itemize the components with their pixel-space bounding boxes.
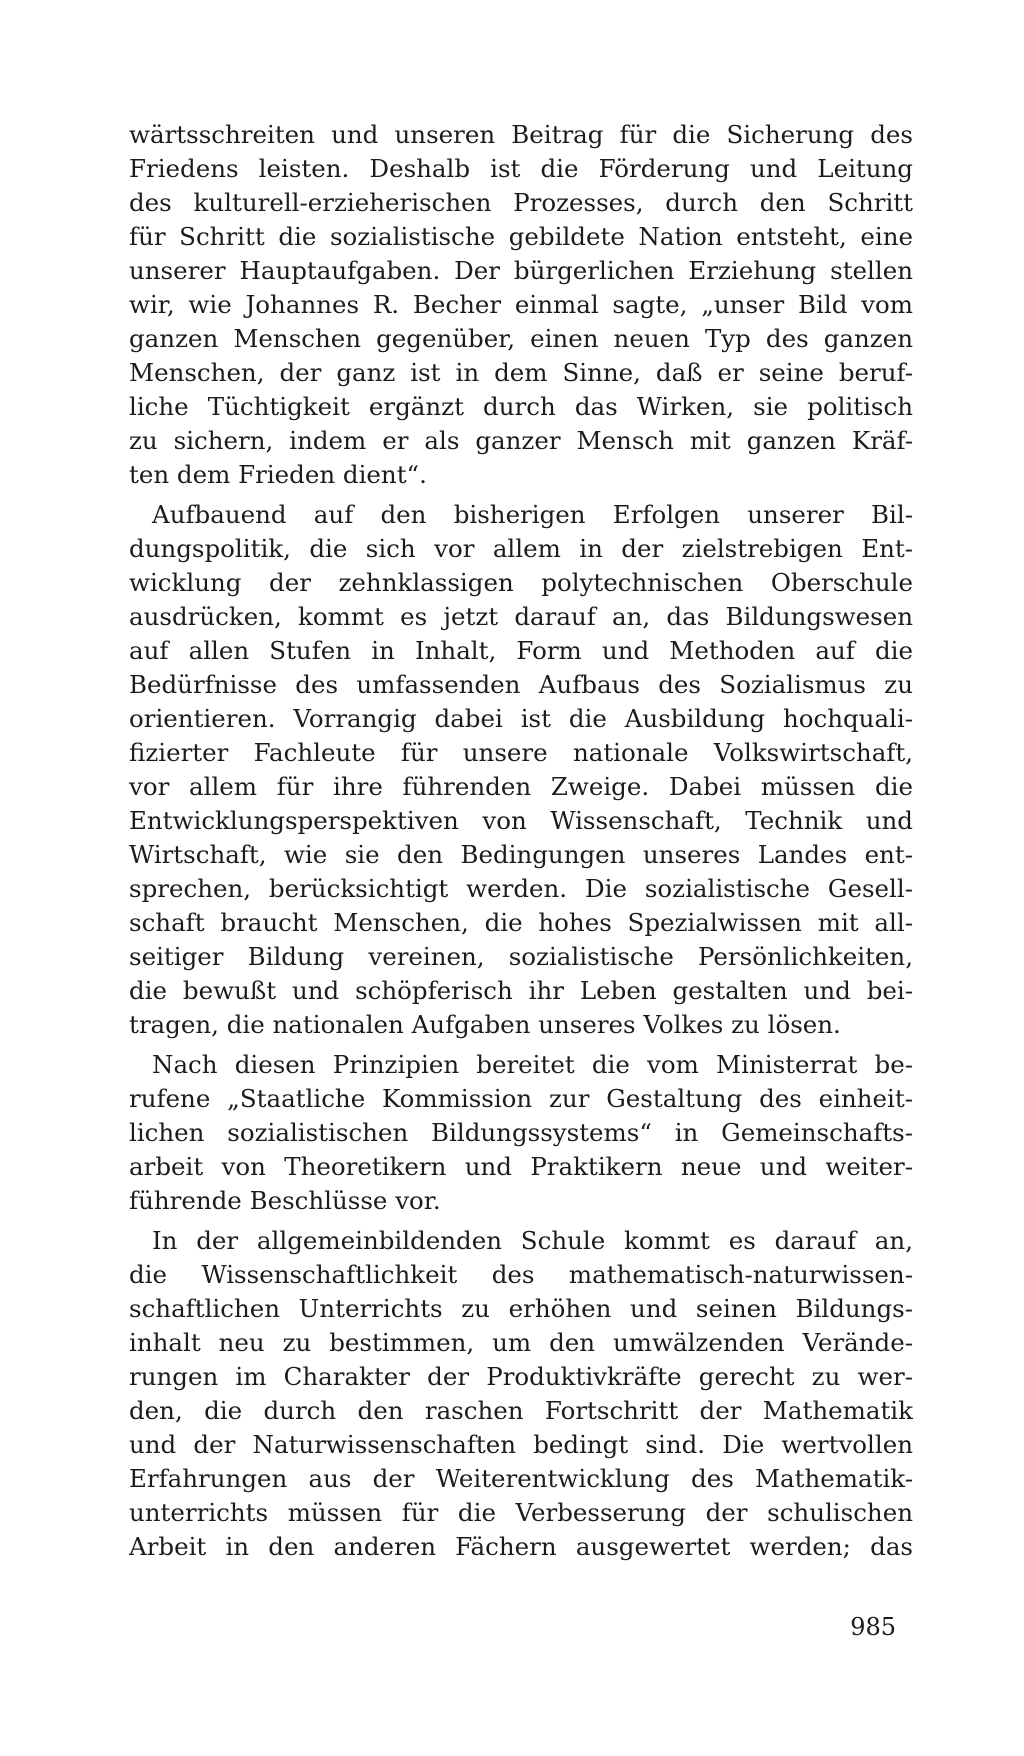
text-line: ganzen Menschen gegenüber, einen neuen Typ des ganzen (129, 324, 913, 353)
text-line: Nach diesen Prinzipien bereitet die vom Ministerrat be- (152, 1050, 913, 1079)
text-line: schaft braucht Menschen, die hohes Spezialwissen mit all- (129, 908, 913, 937)
text-line: wicklung der zehnklassigen polytechnischen Oberschule (129, 568, 913, 597)
text-line: die Wissenschaftlichkeit des mathematisch-naturwissen- (129, 1260, 913, 1289)
text-line: die bewußt und schöpferisch ihr Leben gestalten und bei- (129, 976, 913, 1005)
text-line: orientieren. Vorrangig dabei ist die Ausbildung hochquali- (129, 704, 913, 733)
page-number: 985 (850, 1613, 896, 1641)
text-line: Aufbauend auf den bisherigen Erfolgen unserer Bil- (152, 500, 913, 529)
text-line: unterrichts müssen für die Verbesserung der schulischen (129, 1498, 913, 1527)
text-line: Friedens leisten. Deshalb ist die Förderung und Leitung (129, 154, 913, 183)
text-line: tragen, die nationalen Aufgaben unseres Volkes zu lösen. (129, 1010, 841, 1039)
text-line: ten dem Frieden dient“. (129, 460, 427, 489)
text-line: Erfahrungen aus der Weiterentwicklung des Mathematik- (129, 1464, 913, 1493)
text-line: inhalt neu zu bestimmen, um den umwälzenden Verände- (129, 1328, 913, 1357)
text-line: dungspolitik, die sich vor allem in der zielstrebigen Ent- (129, 534, 913, 563)
text-line: liche Tüchtigkeit ergänzt durch das Wirken, sie politisch (129, 392, 913, 421)
text-line: unserer Hauptaufgaben. Der bürgerlichen Erziehung stellen (129, 256, 913, 285)
text-line: und der Naturwissenschaften bedingt sind. Die wertvollen (129, 1430, 913, 1459)
text-line: seitiger Bildung vereinen, sozialistische Persönlichkeiten, (129, 942, 913, 971)
text-line: In der allgemeinbildenden Schule kommt es darauf an, (152, 1226, 913, 1255)
text-line: Menschen, der ganz ist in dem Sinne, daß er seine beruf- (129, 358, 913, 387)
text-line: sprechen, berücksichtigt werden. Die sozialistische Gesell- (129, 874, 913, 903)
paragraph (129, 498, 913, 1042)
text-line: Entwicklungsperspektiven von Wissenschaft, Technik und (129, 806, 913, 835)
text-line: ausdrücken, kommt es jetzt darauf an, das Bildungswesen (129, 602, 913, 631)
text-line: lichen sozialistischen Bildungssystems“ in Gemeinschafts- (129, 1118, 913, 1147)
text-line: Bedürfnisse des umfassenden Aufbaus des Sozialismus zu (129, 670, 913, 699)
text-line: arbeit von Theoretikern und Praktikern neue und weiter- (129, 1152, 913, 1181)
text-line: für Schritt die sozialistische gebildete Nation entsteht, eine (129, 222, 913, 251)
text-line: führende Beschlüsse vor. (129, 1186, 441, 1215)
text-line: wärtsschreiten und unseren Beitrag für die Sicherung des (129, 120, 913, 149)
paragraph (129, 1048, 913, 1218)
text-line: zu sichern, indem er als ganzer Mensch mit ganzen Kräf- (129, 426, 913, 455)
paragraph (129, 118, 913, 492)
text-line: den, die durch den raschen Fortschritt der Mathematik (129, 1396, 913, 1425)
body-text (129, 118, 913, 1564)
text-line: wir, wie Johannes R. Becher einmal sagte, „unser Bild vom (129, 290, 913, 319)
text-line: rufene „Staatliche Kommission zur Gestaltung des einheit- (129, 1084, 913, 1113)
text-line: Arbeit in den anderen Fächern ausgewertet werden; das (129, 1532, 913, 1561)
text-line: rungen im Charakter der Produktivkräfte gerecht zu wer- (129, 1362, 913, 1391)
text-line: schaftlichen Unterrichts zu erhöhen und seinen Bildungs- (129, 1294, 913, 1323)
paragraph (129, 1224, 913, 1564)
text-line: des kulturell-erzieherischen Prozesses, durch den Schritt (129, 188, 913, 217)
text-line: vor allem für ihre führenden Zweige. Dabei müssen die (129, 772, 913, 801)
text-line: Wirtschaft, wie sie den Bedingungen unseres Landes ent- (129, 840, 913, 869)
text-line: auf allen Stufen in Inhalt, Form und Methoden auf die (129, 636, 913, 665)
text-line: fizierter Fachleute für unsere nationale Volkswirtschaft, (129, 738, 913, 767)
